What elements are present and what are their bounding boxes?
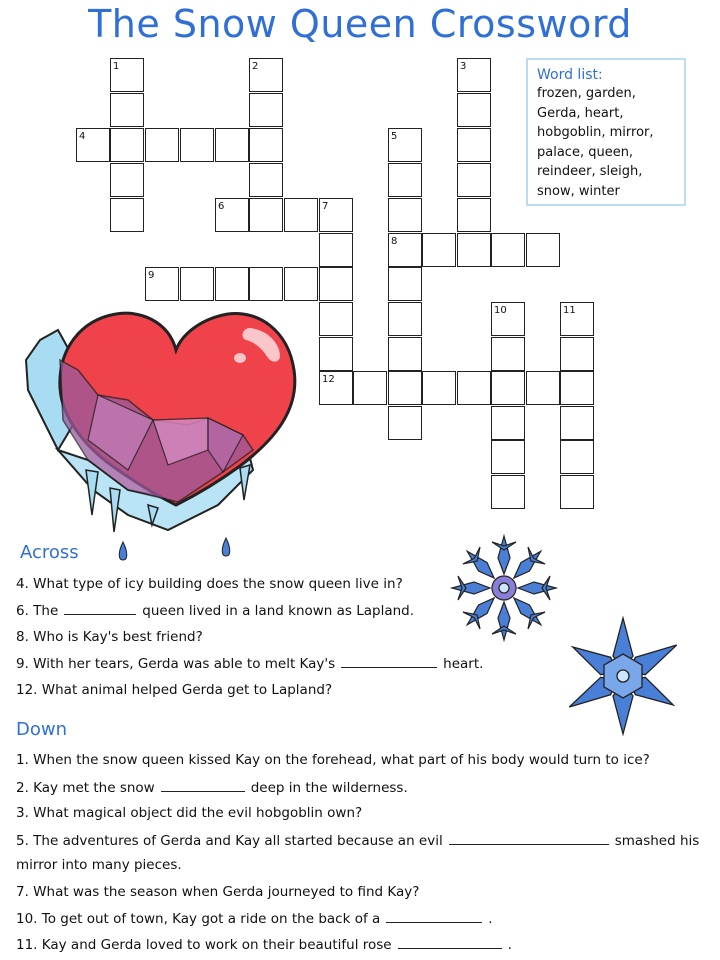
clue-number-1: 1 — [113, 61, 120, 72]
crossword-cell[interactable] — [560, 440, 594, 474]
clue-number-2: 2 — [252, 61, 259, 72]
crossword-cell[interactable] — [249, 128, 283, 162]
down-clue-10: 10. To get out of town, Kay got a ride on the back of a . — [16, 911, 493, 927]
snowflake-small — [444, 528, 564, 648]
word-list-line: hobgoblin, mirror, — [537, 125, 654, 140]
crossword-cell[interactable] — [388, 302, 422, 336]
crossword-cell[interactable] — [215, 267, 249, 301]
crossword-cell[interactable] — [457, 198, 491, 232]
crossword-cell[interactable] — [526, 371, 560, 405]
crossword-cell[interactable] — [319, 233, 353, 267]
answer-blank — [398, 936, 502, 949]
clue-number-10: 10 — [494, 305, 507, 316]
clue-number-8: 8 — [391, 236, 398, 247]
crossword-cell[interactable] — [491, 440, 525, 474]
crossword-cell[interactable] — [388, 163, 422, 197]
across-clue-4: 4. What type of icy building does the snow queen live in? — [16, 576, 403, 592]
crossword-cell[interactable] — [284, 198, 318, 232]
across-clue-9: 9. With her tears, Gerda was able to melt Kay's heart. — [16, 656, 484, 672]
across-clue-8: 8. Who is Kay's best friend? — [16, 629, 203, 645]
clue-number-3: 3 — [460, 61, 467, 72]
crossword-cell[interactable] — [388, 198, 422, 232]
down-clue-7: 7. What was the season when Gerda journeyed to find Kay? — [16, 884, 420, 900]
crossword-cell[interactable] — [457, 93, 491, 127]
down-clue-1: 1. When the snow queen kissed Kay on the forehead, what part of his body would turn to ice? — [16, 752, 650, 768]
crossword-cell[interactable] — [560, 475, 594, 509]
word-list-line: reindeer, sleigh, — [537, 164, 643, 179]
clue-number-11: 11 — [563, 305, 576, 316]
crossword-cell[interactable] — [491, 475, 525, 509]
word-list-line: palace, queen, — [537, 144, 634, 160]
crossword-cell[interactable] — [491, 233, 525, 267]
crossword-cell[interactable] — [560, 406, 594, 440]
answer-blank — [161, 779, 245, 792]
crossword-cell[interactable] — [388, 371, 422, 405]
crossword-cell[interactable] — [110, 163, 144, 197]
down-clue-5-continued: mirror into many pieces. — [16, 857, 182, 873]
crossword-cell[interactable] — [491, 371, 525, 405]
word-list-items — [537, 84, 675, 201]
answer-blank — [449, 832, 609, 845]
down-clue-5: 5. The adventures of Gerda and Kay all started because an evil smashed his — [16, 833, 700, 849]
word-list-line: Gerda, heart, — [537, 105, 624, 121]
crossword-cell[interactable] — [284, 267, 318, 301]
crossword-cell[interactable] — [249, 163, 283, 197]
across-clue-6: 6. The queen lived in a land known as Lapland. — [16, 603, 415, 619]
crossword-cell[interactable] — [491, 337, 525, 371]
crossword-cell[interactable] — [560, 371, 594, 405]
snowflake-large — [548, 616, 698, 736]
crossword-cell[interactable] — [319, 302, 353, 336]
across-clue-12: 12. What animal helped Gerda get to Lapland? — [16, 682, 333, 698]
crossword-cell[interactable] — [457, 163, 491, 197]
clue-number-12: 12 — [322, 374, 335, 385]
word-list-line: frozen, garden, — [537, 86, 636, 101]
crossword-cell[interactable] — [457, 233, 491, 267]
answer-blank — [341, 655, 437, 668]
crossword-cell[interactable] — [526, 233, 560, 267]
clue-number-6: 6 — [218, 201, 225, 212]
crossword-cell[interactable] — [110, 198, 144, 232]
answer-blank — [64, 602, 136, 615]
crossword-cell[interactable] — [319, 267, 353, 301]
across-heading: Across — [20, 542, 79, 563]
crossword-cell[interactable] — [180, 128, 214, 162]
down-heading: Down — [16, 719, 68, 740]
crossword-cell[interactable] — [422, 233, 456, 267]
crossword-cell[interactable] — [457, 371, 491, 405]
crossword-cell[interactable] — [249, 267, 283, 301]
down-clue-2: 2. Kay met the snow deep in the wilderness. — [16, 780, 408, 796]
word-list-box — [526, 58, 686, 206]
clue-number-5: 5 — [391, 131, 398, 142]
crossword-cell[interactable] — [388, 406, 422, 440]
crossword-cell[interactable] — [110, 128, 144, 162]
crossword-cell[interactable] — [249, 93, 283, 127]
word-list-line: snow, winter — [537, 183, 620, 199]
crossword-cell[interactable] — [388, 267, 422, 301]
frozen-heart-illustration — [18, 300, 298, 570]
down-clue-3: 3. What magical object did the evil hobgoblin own? — [16, 805, 363, 821]
crossword-cell[interactable] — [560, 337, 594, 371]
crossword-cell[interactable] — [110, 93, 144, 127]
crossword-cell[interactable] — [422, 371, 456, 405]
clue-number-4: 4 — [79, 131, 86, 142]
crossword-cell[interactable] — [319, 337, 353, 371]
crossword-cell[interactable] — [491, 406, 525, 440]
crossword-cell[interactable] — [180, 267, 214, 301]
crossword-cell[interactable] — [249, 198, 283, 232]
crossword-cell[interactable] — [215, 128, 249, 162]
crossword-cell[interactable] — [388, 337, 422, 371]
crossword-cell[interactable] — [457, 128, 491, 162]
clue-number-7: 7 — [322, 201, 329, 212]
clue-number-9: 9 — [148, 270, 155, 281]
crossword-cell[interactable] — [353, 371, 387, 405]
crossword-cell[interactable] — [145, 128, 179, 162]
down-clue-11: 11. Kay and Gerda loved to work on their beautiful rose . — [16, 937, 512, 953]
answer-blank — [386, 910, 482, 923]
word-list-title: Word list: — [537, 67, 603, 83]
page-title: The Snow Queen Crossword — [88, 2, 632, 46]
